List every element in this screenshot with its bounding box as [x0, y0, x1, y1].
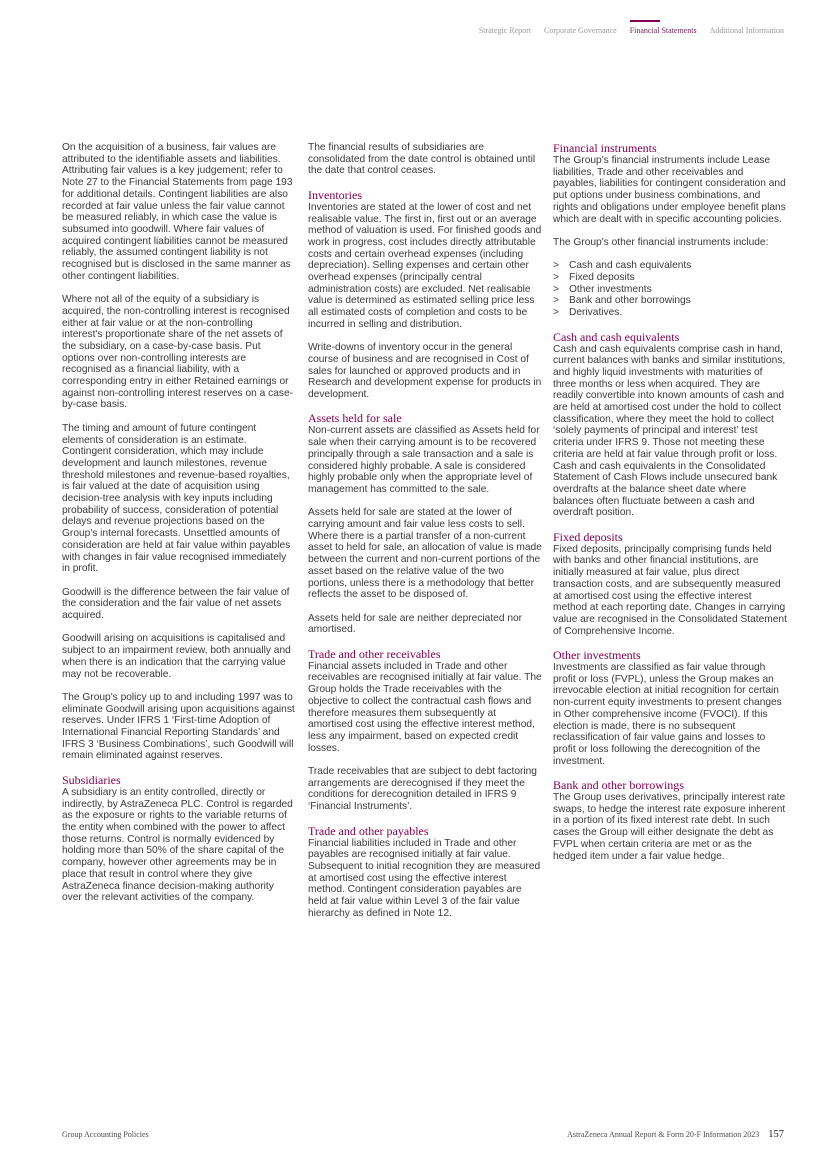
- heading-cash-equivalents: Cash and cash equivalents: [553, 329, 680, 344]
- heading-trade-receivables: Trade and other receivables: [308, 646, 441, 661]
- paragraph: On the acquisition of a business, fair values are attributed to the identifiable assets and liabilities. Attributing fair values is a key judgement; refer to Note 27 to the Financial Statements from page 193 for additional details. Contingent liabilities are also recorded at fair value unless the fair value cannot be measured reliably, in which case the value is subsumed into goodwill. Where fair values of acquired contingent liabilities cannot be measured reliably, the assumed contingent liability is not recognised but is disclosed in the same manner as other contingent liabilities.: [62, 142, 293, 282]
- heading-subsidiaries: Subsidiaries: [62, 772, 121, 787]
- text-column-2: [308, 142, 542, 931]
- list-item: > Bank and other borrowings: [553, 295, 787, 307]
- paragraph: A subsidiary is an entity controlled, directly or indirectly, by AstraZeneca PLC. Control is regarded as the exposure or rights to the variable returns of the entity when combined with the power to affect those returns. Control is normally evidenced by holding more than 50% of the share capital of the company, however other agreements may be in place that result in control where they give AstraZeneca finance decision-making authority over the relevant activities of the company.: [62, 786, 293, 904]
- list-item: > Fixed deposits: [553, 272, 787, 284]
- paragraph: Trade receivables that are subject to debt factoring arrangements are derecognised if they meet the conditions for derecognition detailed in IFRS 9 ‘Financial Instruments’.: [308, 766, 537, 813]
- paragraph: The Group's policy up to and including 1997 was to eliminate Goodwill arising upon acquisitions against reserves. Under IFRS 1 ‘First-time Adoption of International Financial Reporting Standards’ and IFRS 3 ‘Business Combinations’, such Goodwill will remain eliminated against reserves.: [62, 691, 295, 762]
- text-column-1: [62, 142, 296, 916]
- heading-inventories: Inventories: [308, 187, 362, 202]
- text-column-3: [553, 142, 787, 874]
- list-item: > Cash and cash equivalents: [553, 260, 787, 272]
- paragraph: Write-downs of inventory occur in the general course of business and are recognised in Cost of sales for launched or approved products and in Research and development expense for products in development.: [308, 342, 542, 401]
- paragraph: Financial assets included in Trade and other receivables are recognised initially at fair value. The Group holds the Trade receivables with the objective to collect the contractual cash flows and therefore measures them subsequently at amortised cost using the effective interest method, less any impairment, based on expected credit losses.: [308, 660, 542, 754]
- footer-section-title: Group Accounting Policies: [62, 1130, 149, 1139]
- paragraph: Goodwill is the difference between the fair value of the consideration and the fair value of net assets acquired.: [62, 586, 290, 622]
- paragraph: The Group's financial instruments include Lease liabilities, Trade and other receivables and payables, liabilities for contingent consideration and put options under business combinations, and rights and obligations under employee benefit plans which are dealt with in specific accounting policies.: [553, 155, 786, 225]
- heading-financial-instruments: Financial instruments: [553, 141, 657, 155]
- paragraph: Non-current assets are classified as Assets held for sale when their carrying amount is to be recovered principally through a sale transaction and a sale is considered highly probable. A sale is considered highly probable only when the appropriate level of management has committed to the sale.: [308, 425, 540, 495]
- nav-corporate-governance[interactable]: Corporate Governance: [544, 26, 617, 35]
- instrument-list: [553, 260, 787, 319]
- heading-bank-borrowings: Bank and other borrowings: [553, 778, 684, 793]
- paragraph: The Group uses derivatives, principally interest rate swaps, to hedge the interest rate exposure inherent in a portion of its fixed interest rate debt. In such cases the Group will either designate the debt as FVPL when certain criteria are met or as the hedged item under a fair value hedge.: [553, 792, 786, 862]
- paragraph: Goodwill arising on acquisitions is capitalised and subject to an impairment review, both annually and when there is an indication that the carrying value may not be recoverable.: [62, 633, 291, 680]
- paragraph: Cash and cash equivalents comprise cash in hand, current balances with banks and similar institutions, and highly liquid investments with maturities of three months or less when acquired. They are readily convertible into known amounts of cash and are held at amortised cost under the hold to collect classification, where they meet the hold to collect ‘solely payments of principal and interest’ test criteria under IFRS 9. Those not meeting these criteria are held at fair value through profit or loss. Cash and cash equivalents in the Consolidated Statement of Cash Flows include unsecured bank overdrafts at the balance sheet date where balances often fluctuate between a cash and overdraft position.: [553, 343, 786, 519]
- heading-fixed-deposits: Fixed deposits: [553, 529, 623, 544]
- paragraph: Investments are classified as fair value through profit or loss (FVPL), unless the Group makes an irrevocable election at initial recognition for certain non-current equity investments to present changes in Other comprehensive income (FVOCI). If this election is made, there is no subsequent reclassification of fair value gains and losses to profit or loss following the derecognition of the investment.: [553, 662, 782, 767]
- paragraph: The financial results of subsidiaries are consolidated from the date control is obtained until the date that control ceases.: [308, 142, 536, 177]
- paragraph: The Group's other financial instruments include:: [553, 236, 769, 248]
- nav-financial-statements[interactable]: Financial Statements: [630, 20, 697, 35]
- page-number: 157: [768, 1129, 784, 1140]
- footer-right: [567, 1129, 784, 1140]
- paragraph: The timing and amount of future contingent elements of consideration is an estimate. Contingent consideration, which may include development and launch milestones, revenue threshold milestones and revenue-based royalties, is fair valued at the date of acquisition using decision-tree analysis with key inputs including probability of success, consideration of potential delays and revenue projections based on the Group's internal forecasts. Unsettled amounts of consideration are held at fair value within payables with changes in fair value recognised immediately in profit.: [62, 422, 291, 575]
- paragraph: Fixed deposits, principally comprising funds held with banks and other financial institutions, are initially measured at fair value, plus direct transaction costs, and are subsequently measured at amortised cost using the effective interest method at each reporting date. Changes in carrying value are recognised in the Consolidated Statement of Comprehensive Income.: [553, 543, 787, 637]
- paragraph: Assets held for sale are stated at the lower of carrying amount and fair value less costs to sell. Where there is a partial transfer of a non-current asset to held for sale, an allocation of value is made between the current and non-current portions of the asset based on the relative value of the two portions, unless there is a methodology that better reflects the asset to be disposed of.: [308, 507, 542, 601]
- paragraph: Assets held for sale are neither depreciated nor amortised.: [308, 612, 523, 636]
- heading-trade-payables: Trade and other payables: [308, 823, 429, 838]
- heading-assets-held-for-sale: Assets held for sale: [308, 411, 402, 426]
- list-item: > Other investments: [553, 284, 787, 296]
- section-nav: [479, 20, 784, 35]
- heading-other-investments: Other investments: [553, 648, 641, 663]
- paragraph: Financial liabilities included in Trade and other payables are recognised initially at fair value. Subsequent to initial recognition they are measured at amortised cost using the effective interest method. Contingent consideration payables are held at fair value within Level 3 of the fair value hierarchy as defined in Note 12.: [308, 837, 541, 919]
- footer-publication: AstraZeneca Annual Report & Form 20-F Information 2023: [567, 1130, 760, 1139]
- nav-strategic-report[interactable]: Strategic Report: [478, 26, 532, 35]
- list-item: > Derivatives.: [553, 307, 787, 319]
- paragraph: Where not all of the equity of a subsidiary is acquired, the non-controlling interest is recognised either at fair value or at the non-controlling interest's proportionate share of the net assets of the subsidiary, on a case-by-case basis. Put options over non-controlling interests are recognised as a financial liability, with a corresponding entry in either Retained earnings or against non-controlling interest reserves on a case-by-case basis.: [62, 294, 294, 411]
- nav-additional-information[interactable]: Additional Information: [709, 26, 784, 35]
- paragraph: Inventories are stated at the lower of cost and net realisable value. The first in, first out or an average method of valuation is used. For finished goods and work in progress, cost includes directly attributable costs and certain overhead expenses (including depreciation). Selling expenses and certain other overhead expenses (principally central administration costs) are excluded. Net realisable value is determined as estimated selling price less all estimated costs of completion and costs to be incurred in selling and distribution.: [308, 201, 542, 330]
